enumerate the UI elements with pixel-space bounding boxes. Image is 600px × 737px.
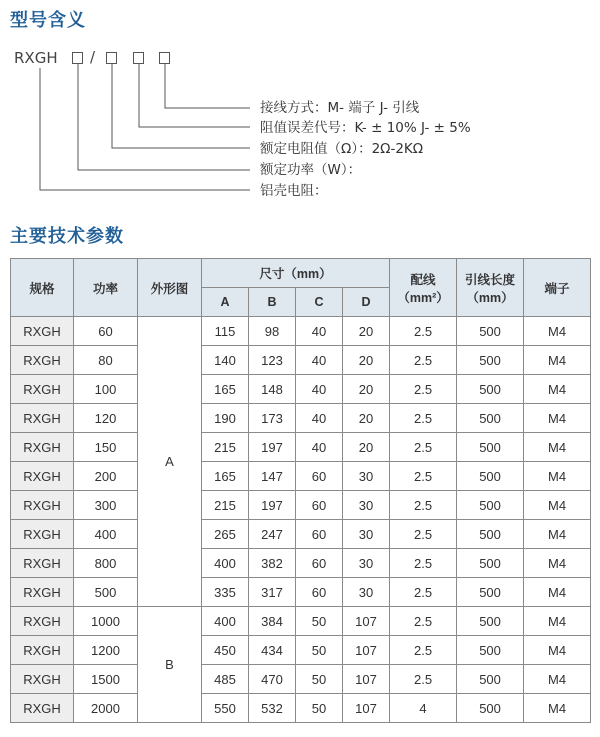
header-power: 功率: [74, 259, 138, 317]
cell-a: 140: [202, 346, 249, 375]
table-row: [11, 694, 591, 723]
cell-a: 165: [202, 375, 249, 404]
header-wire: [390, 259, 457, 317]
cell-a: 485: [202, 665, 249, 694]
cell-model: RXGH: [11, 433, 74, 462]
cell-model: RXGH: [11, 317, 74, 346]
cell-model: RXGH: [11, 694, 74, 723]
cell-wire: 2.5: [390, 520, 457, 549]
cell-terminal: M4: [524, 462, 591, 491]
cell-terminal: M4: [524, 665, 591, 694]
cell-lead-length: 500: [457, 578, 524, 607]
cell-b: 317: [249, 578, 296, 607]
cell-wire: 2.5: [390, 491, 457, 520]
specs-title: 主要技术参数: [10, 226, 124, 247]
cell-lead-length: 500: [457, 549, 524, 578]
cell-c: 40: [296, 317, 343, 346]
header-c: C: [296, 288, 343, 317]
cell-c: 40: [296, 375, 343, 404]
cell-terminal: M4: [524, 607, 591, 636]
cell-wire: 2.5: [390, 549, 457, 578]
cell-a: 215: [202, 433, 249, 462]
cell-b: 470: [249, 665, 296, 694]
cell-power: 60: [74, 317, 138, 346]
cell-b: 148: [249, 375, 296, 404]
cell-power: 1500: [74, 665, 138, 694]
cell-a: 400: [202, 549, 249, 578]
legend-rated-power: 额定功率（W）：: [260, 162, 362, 178]
cell-d: 107: [343, 694, 390, 723]
cell-terminal: M4: [524, 636, 591, 665]
cell-wire: 4: [390, 694, 457, 723]
cell-power: 80: [74, 346, 138, 375]
legend-rated-resistance: 额定电阻值（Ω）：2Ω-2KΩ: [260, 141, 424, 157]
cell-wire: 2.5: [390, 665, 457, 694]
cell-terminal: M4: [524, 346, 591, 375]
cell-power: 800: [74, 549, 138, 578]
cell-terminal: M4: [524, 404, 591, 433]
cell-c: 40: [296, 433, 343, 462]
cell-lead-length: 500: [457, 433, 524, 462]
cell-d: 107: [343, 607, 390, 636]
table-row: [11, 549, 591, 578]
cell-lead-length: 500: [457, 317, 524, 346]
cell-power: 100: [74, 375, 138, 404]
cell-c: 50: [296, 636, 343, 665]
cell-d: 20: [343, 375, 390, 404]
cell-a: 165: [202, 462, 249, 491]
cell-a: 400: [202, 607, 249, 636]
cell-b: 147: [249, 462, 296, 491]
table-row: [11, 607, 591, 636]
legend-connection-type: 接线方式：M- 端子 J- 引线: [260, 100, 420, 116]
cell-model: RXGH: [11, 549, 74, 578]
cell-d: 30: [343, 549, 390, 578]
cell-a: 550: [202, 694, 249, 723]
table-row: [11, 317, 591, 346]
header-lead-length: [457, 259, 524, 317]
code-separator: /: [90, 48, 96, 66]
cell-lead-length: 500: [457, 491, 524, 520]
cell-c: 40: [296, 404, 343, 433]
table-row: [11, 665, 591, 694]
cell-model: RXGH: [11, 636, 74, 665]
cell-shape-group: A: [138, 317, 202, 607]
cell-lead-length: 500: [457, 375, 524, 404]
header-wire-unit: （mm²）: [397, 290, 449, 305]
cell-lead-length: 500: [457, 694, 524, 723]
table-row: [11, 636, 591, 665]
cell-terminal: M4: [524, 694, 591, 723]
cell-d: 20: [343, 317, 390, 346]
cell-model: RXGH: [11, 462, 74, 491]
cell-d: 30: [343, 578, 390, 607]
cell-power: 120: [74, 404, 138, 433]
cell-lead-length: 500: [457, 607, 524, 636]
header-size-group: 尺寸（mm）: [202, 259, 390, 288]
cell-terminal: M4: [524, 317, 591, 346]
cell-b: 434: [249, 636, 296, 665]
cell-a: 190: [202, 404, 249, 433]
cell-wire: 2.5: [390, 375, 457, 404]
cell-d: 20: [343, 404, 390, 433]
cell-b: 98: [249, 317, 296, 346]
table-row: [11, 491, 591, 520]
cell-shape-group: B: [138, 607, 202, 723]
cell-terminal: M4: [524, 549, 591, 578]
header-a: A: [202, 288, 249, 317]
cell-model: RXGH: [11, 520, 74, 549]
cell-lead-length: 500: [457, 665, 524, 694]
cell-terminal: M4: [524, 375, 591, 404]
cell-power: 500: [74, 578, 138, 607]
cell-b: 382: [249, 549, 296, 578]
cell-wire: 2.5: [390, 317, 457, 346]
cell-b: 173: [249, 404, 296, 433]
cell-d: 20: [343, 433, 390, 462]
table-row: [11, 346, 591, 375]
cell-terminal: M4: [524, 491, 591, 520]
cell-lead-length: 500: [457, 462, 524, 491]
table-row: [11, 520, 591, 549]
header-shape: 外形图: [138, 259, 202, 317]
cell-wire: 2.5: [390, 433, 457, 462]
cell-wire: 2.5: [390, 346, 457, 375]
cell-d: 30: [343, 491, 390, 520]
cell-power: 200: [74, 462, 138, 491]
cell-d: 30: [343, 462, 390, 491]
cell-model: RXGH: [11, 578, 74, 607]
legend-aluminum-resistor: 铝壳电阻：: [260, 183, 328, 199]
cell-a: 335: [202, 578, 249, 607]
cell-model: RXGH: [11, 375, 74, 404]
table-row: [11, 462, 591, 491]
cell-wire: 2.5: [390, 404, 457, 433]
cell-wire: 2.5: [390, 607, 457, 636]
spec-table-body: [11, 317, 591, 723]
cell-a: 215: [202, 491, 249, 520]
cell-terminal: M4: [524, 578, 591, 607]
cell-d: 20: [343, 346, 390, 375]
cell-terminal: M4: [524, 433, 591, 462]
cell-a: 115: [202, 317, 249, 346]
cell-model: RXGH: [11, 607, 74, 636]
cell-wire: 2.5: [390, 636, 457, 665]
cell-model: RXGH: [11, 346, 74, 375]
legend-tolerance-code: 阻值误差代号：K- ± 10% J- ± 5%: [260, 120, 471, 136]
cell-b: 123: [249, 346, 296, 375]
cell-b: 532: [249, 694, 296, 723]
table-row: [11, 578, 591, 607]
cell-model: RXGH: [11, 665, 74, 694]
cell-model: RXGH: [11, 491, 74, 520]
cell-power: 400: [74, 520, 138, 549]
header-b: B: [249, 288, 296, 317]
cell-terminal: M4: [524, 520, 591, 549]
cell-power: 1200: [74, 636, 138, 665]
cell-lead-length: 500: [457, 404, 524, 433]
model-meaning-title: 型号含义: [10, 10, 86, 31]
cell-c: 60: [296, 462, 343, 491]
cell-c: 60: [296, 491, 343, 520]
cell-model: RXGH: [11, 404, 74, 433]
cell-wire: 2.5: [390, 462, 457, 491]
cell-power: 1000: [74, 607, 138, 636]
cell-d: 107: [343, 636, 390, 665]
table-row: [11, 375, 591, 404]
cell-power: 150: [74, 433, 138, 462]
cell-b: 384: [249, 607, 296, 636]
model-code-prefix: RXGH: [14, 49, 58, 67]
cell-d: 107: [343, 665, 390, 694]
cell-wire: 2.5: [390, 578, 457, 607]
cell-c: 50: [296, 694, 343, 723]
header-d: D: [343, 288, 390, 317]
cell-b: 197: [249, 433, 296, 462]
cell-power: 2000: [74, 694, 138, 723]
cell-c: 60: [296, 520, 343, 549]
header-wire-label: 配线: [410, 272, 436, 287]
cell-a: 450: [202, 636, 249, 665]
cell-c: 40: [296, 346, 343, 375]
cell-lead-length: 500: [457, 520, 524, 549]
cell-a: 265: [202, 520, 249, 549]
cell-c: 60: [296, 578, 343, 607]
header-model: 规格: [11, 259, 74, 317]
header-terminal: 端子: [524, 259, 591, 317]
cell-power: 300: [74, 491, 138, 520]
cell-b: 197: [249, 491, 296, 520]
cell-b: 247: [249, 520, 296, 549]
header-lead-label: 引线长度: [465, 272, 516, 287]
table-row: [11, 433, 591, 462]
header-lead-unit: （mm）: [466, 290, 514, 305]
cell-c: 50: [296, 607, 343, 636]
cell-c: 50: [296, 665, 343, 694]
cell-d: 30: [343, 520, 390, 549]
cell-lead-length: 500: [457, 636, 524, 665]
cell-lead-length: 500: [457, 346, 524, 375]
spec-table: [10, 258, 591, 723]
table-row: [11, 404, 591, 433]
cell-c: 60: [296, 549, 343, 578]
